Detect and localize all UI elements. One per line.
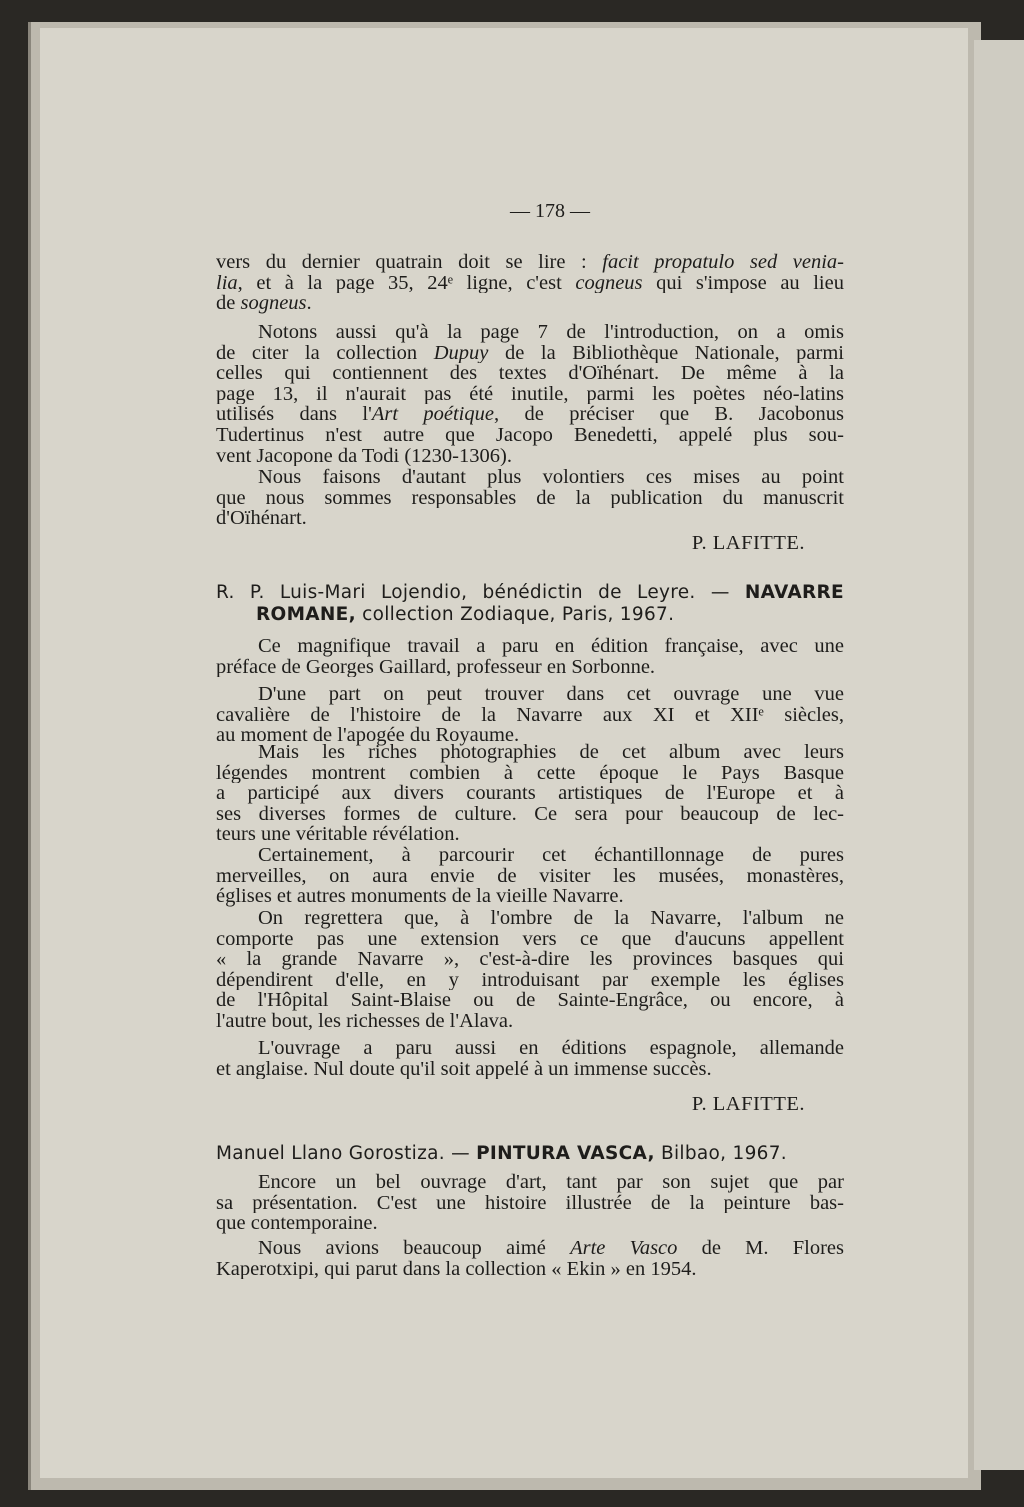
text-span: d'Oïhénart. (216, 508, 307, 529)
paragraph (216, 1238, 844, 1279)
text-span: vers du dernier quatrain doit se lire : (216, 252, 603, 273)
text-span: utilisés dans l' (216, 404, 372, 425)
text-line (216, 705, 844, 726)
italic-text: lia (216, 272, 238, 294)
text-span: R. P. Luis-Mari Lojendio, bénédictin de Leyre. — (216, 582, 745, 603)
text-line (216, 508, 844, 529)
text-line (216, 488, 844, 509)
text-line (216, 1038, 844, 1059)
text-line (216, 684, 844, 705)
text-span: , et à la page 35, 24ᵉ ligne, c'est (237, 272, 576, 294)
text-line (216, 363, 844, 384)
text-line (216, 1011, 844, 1032)
text-line (216, 582, 844, 604)
text-span: de (216, 293, 241, 314)
text-span: Certainement, à parcourir cet échantillonnage de pures (258, 845, 844, 866)
text-line (216, 446, 844, 467)
text-span: que contemporaine. (216, 1213, 378, 1234)
text-line (216, 742, 844, 763)
text-line (216, 990, 844, 1011)
text-line (216, 845, 844, 866)
text-span: de M. Flores (677, 1238, 844, 1259)
text-line (216, 1193, 844, 1214)
text-span: vent Jacopone da Todi (1230-1306). (216, 445, 512, 467)
text-line (216, 1172, 844, 1193)
text-line (216, 467, 844, 488)
text-span: Mais les riches photographies de cet album avec leurs (258, 742, 844, 763)
text-span: Nous faisons d'autant plus volontiers ces mises au point (258, 467, 844, 488)
text-span: celles qui contiennent des textes d'Oïhénart. De même à la (216, 363, 844, 384)
text-span: qui s'impose au lieu (642, 272, 844, 294)
page-number: — 178 — (510, 200, 590, 222)
text-span: de la Bibliothèque Nationale, parmi (488, 342, 844, 364)
paragraph (216, 845, 844, 907)
paragraph (216, 636, 844, 677)
text-span: Nous avions beaucoup aimé (258, 1238, 571, 1259)
italic-text: sogneus (240, 293, 307, 314)
text-line (216, 1059, 844, 1080)
text-line (216, 293, 844, 314)
text-line (216, 1238, 844, 1259)
text-span: , de préciser que B. Jacobonus (493, 404, 844, 425)
text-line (216, 866, 844, 887)
italic-text: Arte Vasco (570, 1238, 678, 1259)
text-line (216, 1259, 844, 1280)
text-span: Ce magnifique travail a paru en édition française, avec une (258, 636, 844, 657)
italic-text: cogneus (575, 272, 643, 294)
paragraph (216, 684, 844, 746)
text-line (216, 657, 844, 678)
text-span: églises et autres monuments de la vieille Navarre. (216, 886, 624, 907)
text-span: que nous sommes responsables de la publication du manuscrit (216, 487, 844, 509)
text-span: Notons aussi qu'à la page 7 de l'introduction, on a omis (258, 322, 844, 343)
italic-text: Dupuy (433, 342, 489, 364)
text-line (216, 908, 844, 929)
text-span: Tudertinus n'est autre que Jacopo Benedetti, appelé plus sou- (216, 424, 844, 446)
paragraph (216, 322, 844, 466)
review-heading (216, 582, 844, 626)
text-line (216, 322, 844, 343)
paragraph (216, 742, 844, 845)
bold-title: NAVARRE (744, 582, 844, 603)
text-line (216, 824, 844, 845)
text-line (216, 804, 844, 825)
paragraph (216, 1038, 844, 1079)
text-span: collection Zodiaque, Paris, 1967. (355, 604, 675, 625)
text-span: l'autre bout, les richesses de l'Alava. (216, 1010, 514, 1032)
signature: P. LAFITTE. (691, 532, 805, 554)
text-line (216, 949, 844, 970)
bold-title: ROMANE, (256, 604, 356, 625)
text-span: teurs une véritable révélation. (216, 824, 460, 845)
text-line (216, 929, 844, 950)
text-line (216, 1213, 844, 1234)
text-span: L'ouvrage a paru aussi en éditions espagnole, allemande (258, 1038, 844, 1059)
text-span: Kaperotxipi, qui parut dans la collection « Ekin » en 1954. (216, 1258, 697, 1280)
text-line (216, 886, 844, 907)
text-span: de citer la collection (216, 342, 434, 364)
text-line (216, 970, 844, 991)
text-span: comporte pas une extension vers ce que d'aucuns appellent (216, 928, 844, 950)
italic-text: Art poétique (371, 404, 494, 425)
paragraph (216, 467, 844, 529)
text-line (216, 425, 844, 446)
review-heading (216, 1143, 844, 1165)
text-line (216, 604, 844, 626)
text-span: préface de Georges Gaillard, professeur en Sorbonne. (216, 656, 656, 678)
text-span: Manuel Llano Gorostiza. — (216, 1143, 477, 1164)
paragraph (216, 252, 844, 314)
signature: P. LAFITTE. (691, 1093, 805, 1115)
text-line (216, 763, 844, 784)
italic-text: facit propatulo sed venia- (602, 252, 844, 273)
text-span: merveilles, on aura envie de visiter les musées, monastères, (216, 865, 844, 887)
text-line (216, 783, 844, 804)
text-span: Bilbao, 1967. (654, 1143, 787, 1164)
text-span: de l'Hôpital Saint-Blaise ou de Sainte-Engrâce, ou encore, à (216, 990, 844, 1011)
text-span: page 13, il n'aurait pas été inutile, parmi les poètes néo-latins (216, 383, 844, 405)
text-span: On regrettera que, à l'ombre de la Navarre, l'album ne (258, 908, 844, 929)
text-span: cavalière de l'histoire de la Navarre aux XI et XIIᵉ siècles, (216, 704, 844, 726)
text-span: sa présentation. C'est une histoire illustrée de la peinture bas- (216, 1192, 844, 1214)
text-line (216, 384, 844, 405)
text-line (216, 273, 844, 294)
text-line (216, 404, 844, 425)
text-span: au moment de l'apogée du Royaume. (216, 725, 520, 746)
text-span: . (306, 293, 312, 314)
paragraph (216, 908, 844, 1032)
text-line (216, 1143, 844, 1165)
text-span: D'une part on peut trouver dans cet ouvrage une vue (258, 684, 844, 705)
text-span: a participé aux divers courants artistiques de l'Europe et à (216, 783, 844, 804)
bold-title: PINTURA VASCA, (476, 1143, 655, 1164)
text-span: légendes montrent combien à cette époque le Pays Basque (216, 762, 844, 784)
text-line (216, 343, 844, 364)
text-span: dépendirent d'elle, en y introduisant par exemple les églises (216, 969, 844, 991)
text-line (216, 252, 844, 273)
text-span: et anglaise. Nul doute qu'il soit appelé à un immense succès. (216, 1058, 712, 1080)
text-span: « la grande Navarre », c'est-à-dire les provinces basques qui (216, 949, 844, 970)
text-line (216, 636, 844, 657)
text-span: ses diverses formes de culture. Ce sera pour beaucoup de lec- (216, 803, 844, 825)
text-span: Encore un bel ouvrage d'art, tant par son sujet que par (258, 1172, 844, 1193)
paragraph (216, 1172, 844, 1234)
